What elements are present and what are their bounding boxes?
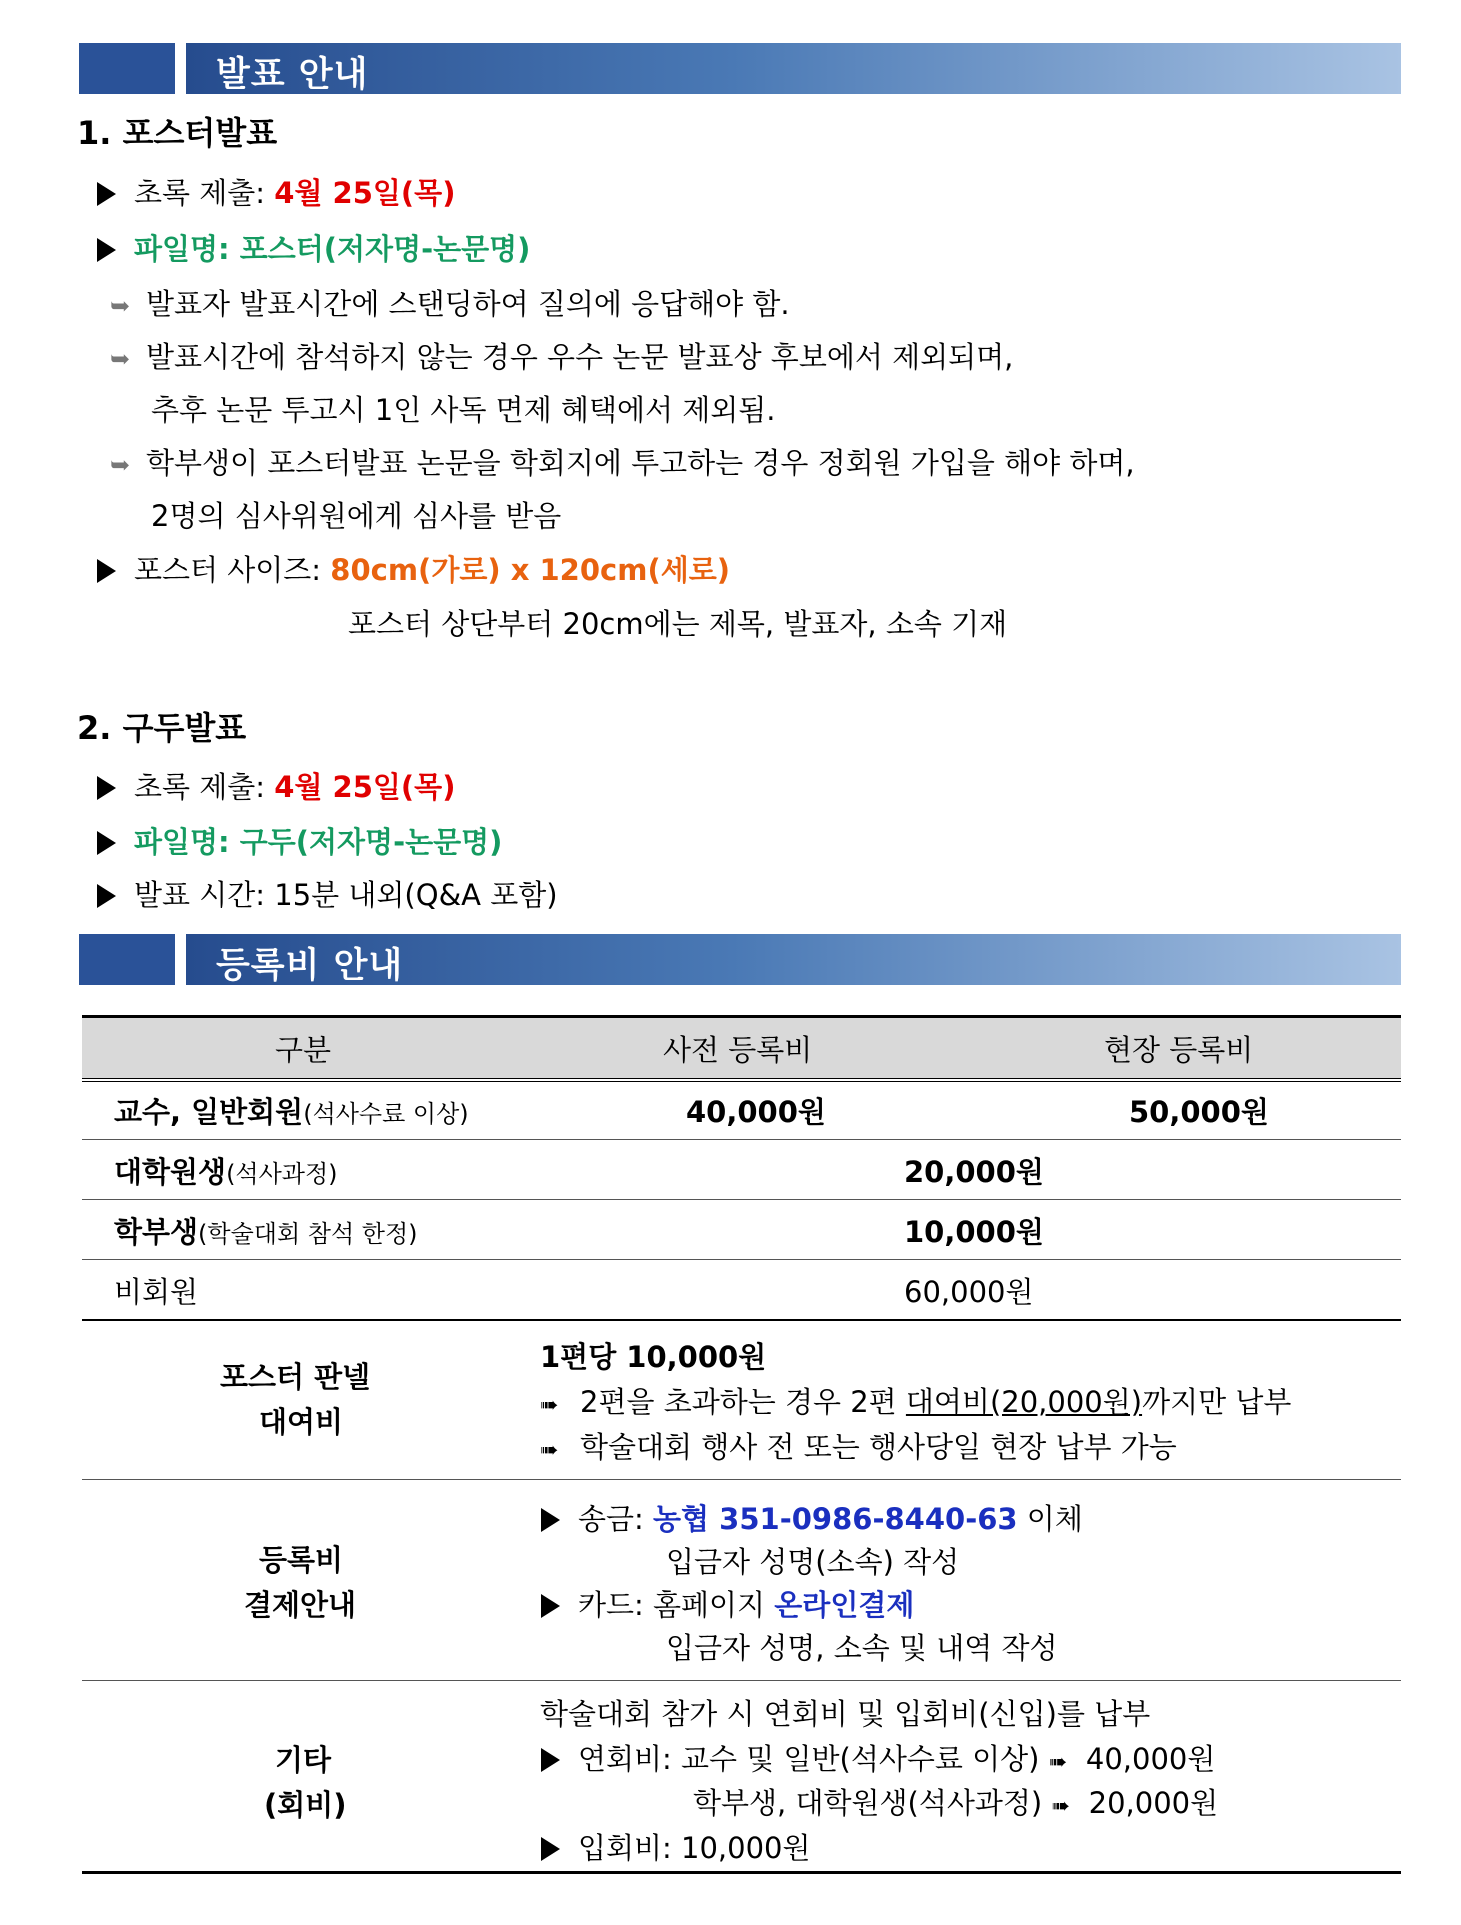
banner-title: 발표 안내 [216,55,369,95]
arrow-bullet-icon: ➠ [1048,1750,1068,1775]
etc-label-1: 기타 [275,1743,332,1777]
oral-abstract-line [97,765,455,806]
arrow-bullet-icon: ➥ [110,292,131,320]
row-name: 비회원 [114,1275,199,1309]
poster-note-2-cont: 추후 논문 투고시 1인 사독 면제 혜택에서 제외됨. [151,393,776,427]
payment-transfer-line [541,1497,1083,1538]
table-rule [82,1319,1401,1321]
etc-label-2: (회비) [264,1788,347,1822]
note-text: 까지만 납부 [1142,1385,1292,1419]
poster-panel-note-1 [540,1380,1291,1421]
card-label: 카드: 홈페이지 [578,1588,775,1622]
header-rule-1 [82,1078,1401,1079]
note-text: 학부생이 포스터발표 논문을 학회지에 투고하는 경우 정회원 가입을 해야 하며, [146,446,1135,480]
table-row [114,1150,338,1191]
row-name: 교수, 일반회원 [114,1095,304,1129]
etc-intro: 학술대회 참가 시 연회비 및 입회비(신입)를 납부 [540,1697,1151,1731]
triangle-bullet-icon [97,884,116,908]
rental-fee-underline: 대여비(20,000원) [905,1385,1143,1419]
filename-value: 구두(저자명-논문명) [239,825,503,859]
abstract-label: 초록 제출: [134,176,275,210]
banner-block [79,934,175,985]
header-onsite: 현장 등록비 [1104,1033,1254,1067]
payment-card-line [541,1583,914,1624]
poster-abstract-line [97,171,455,212]
row-onsite-fee: 50,000원 [1129,1095,1269,1129]
poster-panel-label-2: 대여비 [259,1405,344,1439]
transfer-suffix: 이체 [1017,1502,1083,1536]
note-text: 발표자 발표시간에 스탠딩하여 질의에 응답해야 함. [146,287,790,321]
poster-note-2 [110,335,1013,376]
arrow-bullet-icon: ➥ [110,451,131,479]
poster-panel-note-2 [540,1425,1177,1466]
etc-entry-line [541,1826,811,1867]
row-sub: (석사과정) [226,1160,338,1188]
time-text: 발표 시간: 15분 내외(Q&A 포함) [134,878,558,912]
row-rule [82,1199,1401,1200]
arrow-bullet-icon: ➠ [540,1393,559,1418]
section-banner-registration [79,934,1401,985]
triangle-bullet-icon [97,238,116,262]
row-rule [82,1680,1401,1681]
header-category: 구분 [275,1033,332,1067]
arrow-bullet-icon: ➠ [1051,1794,1070,1819]
table-bottom-rule [82,1871,1401,1874]
size-label: 포스터 사이즈: [134,553,331,587]
note-text: 발표시간에 참석하지 않는 경우 우수 논문 발표상 후보에서 제외되며, [146,340,1014,374]
oral-filename-line [97,820,502,861]
annual-label-2: 학부생, 대학원생(석사과정) [693,1786,1052,1820]
row-name: 학부생 [114,1215,199,1249]
size-value: 80cm(가로) x 120cm(세로) [330,553,730,587]
poster-note-3 [110,441,1135,482]
etc-annual-line [541,1737,1215,1778]
table-row [114,1210,418,1251]
filename-value: 포스터(저자명-논문명) [239,232,531,266]
transfer-label: 송금: [578,1502,654,1536]
banner-title: 등록비 안내 [216,946,404,986]
oral-heading: 2. 구두발표 [77,709,247,747]
row-fee: 60,000원 [904,1275,1034,1309]
row-fee: 20,000원 [904,1155,1044,1189]
filename-label: 파일명: [134,825,240,859]
row-rule [82,1259,1401,1260]
poster-panel-label-1: 포스터 판넬 [220,1360,371,1394]
row-name: 대학원생 [114,1155,227,1189]
section-banner-presentation [79,43,1401,94]
row-rule [82,1139,1401,1140]
bank-account: 농협 351-0986-8440-63 [653,1502,1018,1536]
banner-block [79,43,175,94]
etc-annual-line-2 [693,1781,1218,1822]
poster-note-3-cont: 2명의 심사위원에게 심사를 받음 [151,499,562,533]
row-prereg-fee: 40,000원 [686,1095,826,1129]
online-payment-link[interactable]: 온라인결제 [774,1588,915,1622]
arrow-bullet-icon: ➠ [540,1438,559,1463]
poster-size-note: 포스터 상단부터 20cm에는 제목, 발표자, 소속 기재 [348,607,1008,641]
poster-size-line [97,548,730,589]
row-fee: 10,000원 [904,1215,1044,1249]
poster-filename-line [97,227,530,268]
entry-fee: 입회비: 10,000원 [578,1831,811,1865]
annual-label: 연회비: 교수 및 일반(석사수료 이상) [578,1742,1049,1776]
payment-card-note: 입금자 성명, 소속 및 내역 작성 [666,1631,1058,1665]
oral-time-line [97,873,558,914]
note-text: 2편을 초과하는 경우 2편 [580,1385,906,1419]
note-text: 학술대회 행사 전 또는 행사당일 현장 납부 가능 [580,1430,1177,1464]
payment-transfer-note: 입금자 성명(소속) 작성 [666,1545,960,1579]
triangle-bullet-icon [97,831,116,855]
triangle-bullet-icon [97,776,116,800]
annual-fee-2: 20,000원 [1079,1786,1219,1820]
triangle-bullet-icon [541,1594,560,1618]
abstract-label: 초록 제출: [134,770,275,804]
annual-fee: 40,000원 [1076,1742,1216,1776]
abstract-date: 4월 25일(목) [274,770,456,804]
row-sub: (석사수료 이상) [303,1100,469,1128]
table-row [114,1090,469,1131]
poster-note-1 [110,282,790,323]
payment-label-2: 결제안내 [244,1588,357,1622]
poster-heading: 1. 포스터발표 [77,114,278,152]
abstract-date: 4월 25일(목) [274,176,456,210]
triangle-bullet-icon [97,182,116,206]
payment-label-1: 등록비 [259,1543,344,1577]
triangle-bullet-icon [97,559,116,583]
arrow-bullet-icon: ➥ [110,345,131,373]
triangle-bullet-icon [541,1748,560,1772]
row-rule [82,1479,1401,1480]
triangle-bullet-icon [541,1508,560,1532]
triangle-bullet-icon [541,1837,560,1861]
filename-label: 파일명: [134,232,240,266]
header-rule-2 [82,1081,1401,1082]
row-sub: (학술대회 참석 한정) [198,1220,418,1248]
header-prereg: 사전 등록비 [663,1033,813,1067]
poster-panel-price: 1편당 10,000원 [540,1340,767,1374]
